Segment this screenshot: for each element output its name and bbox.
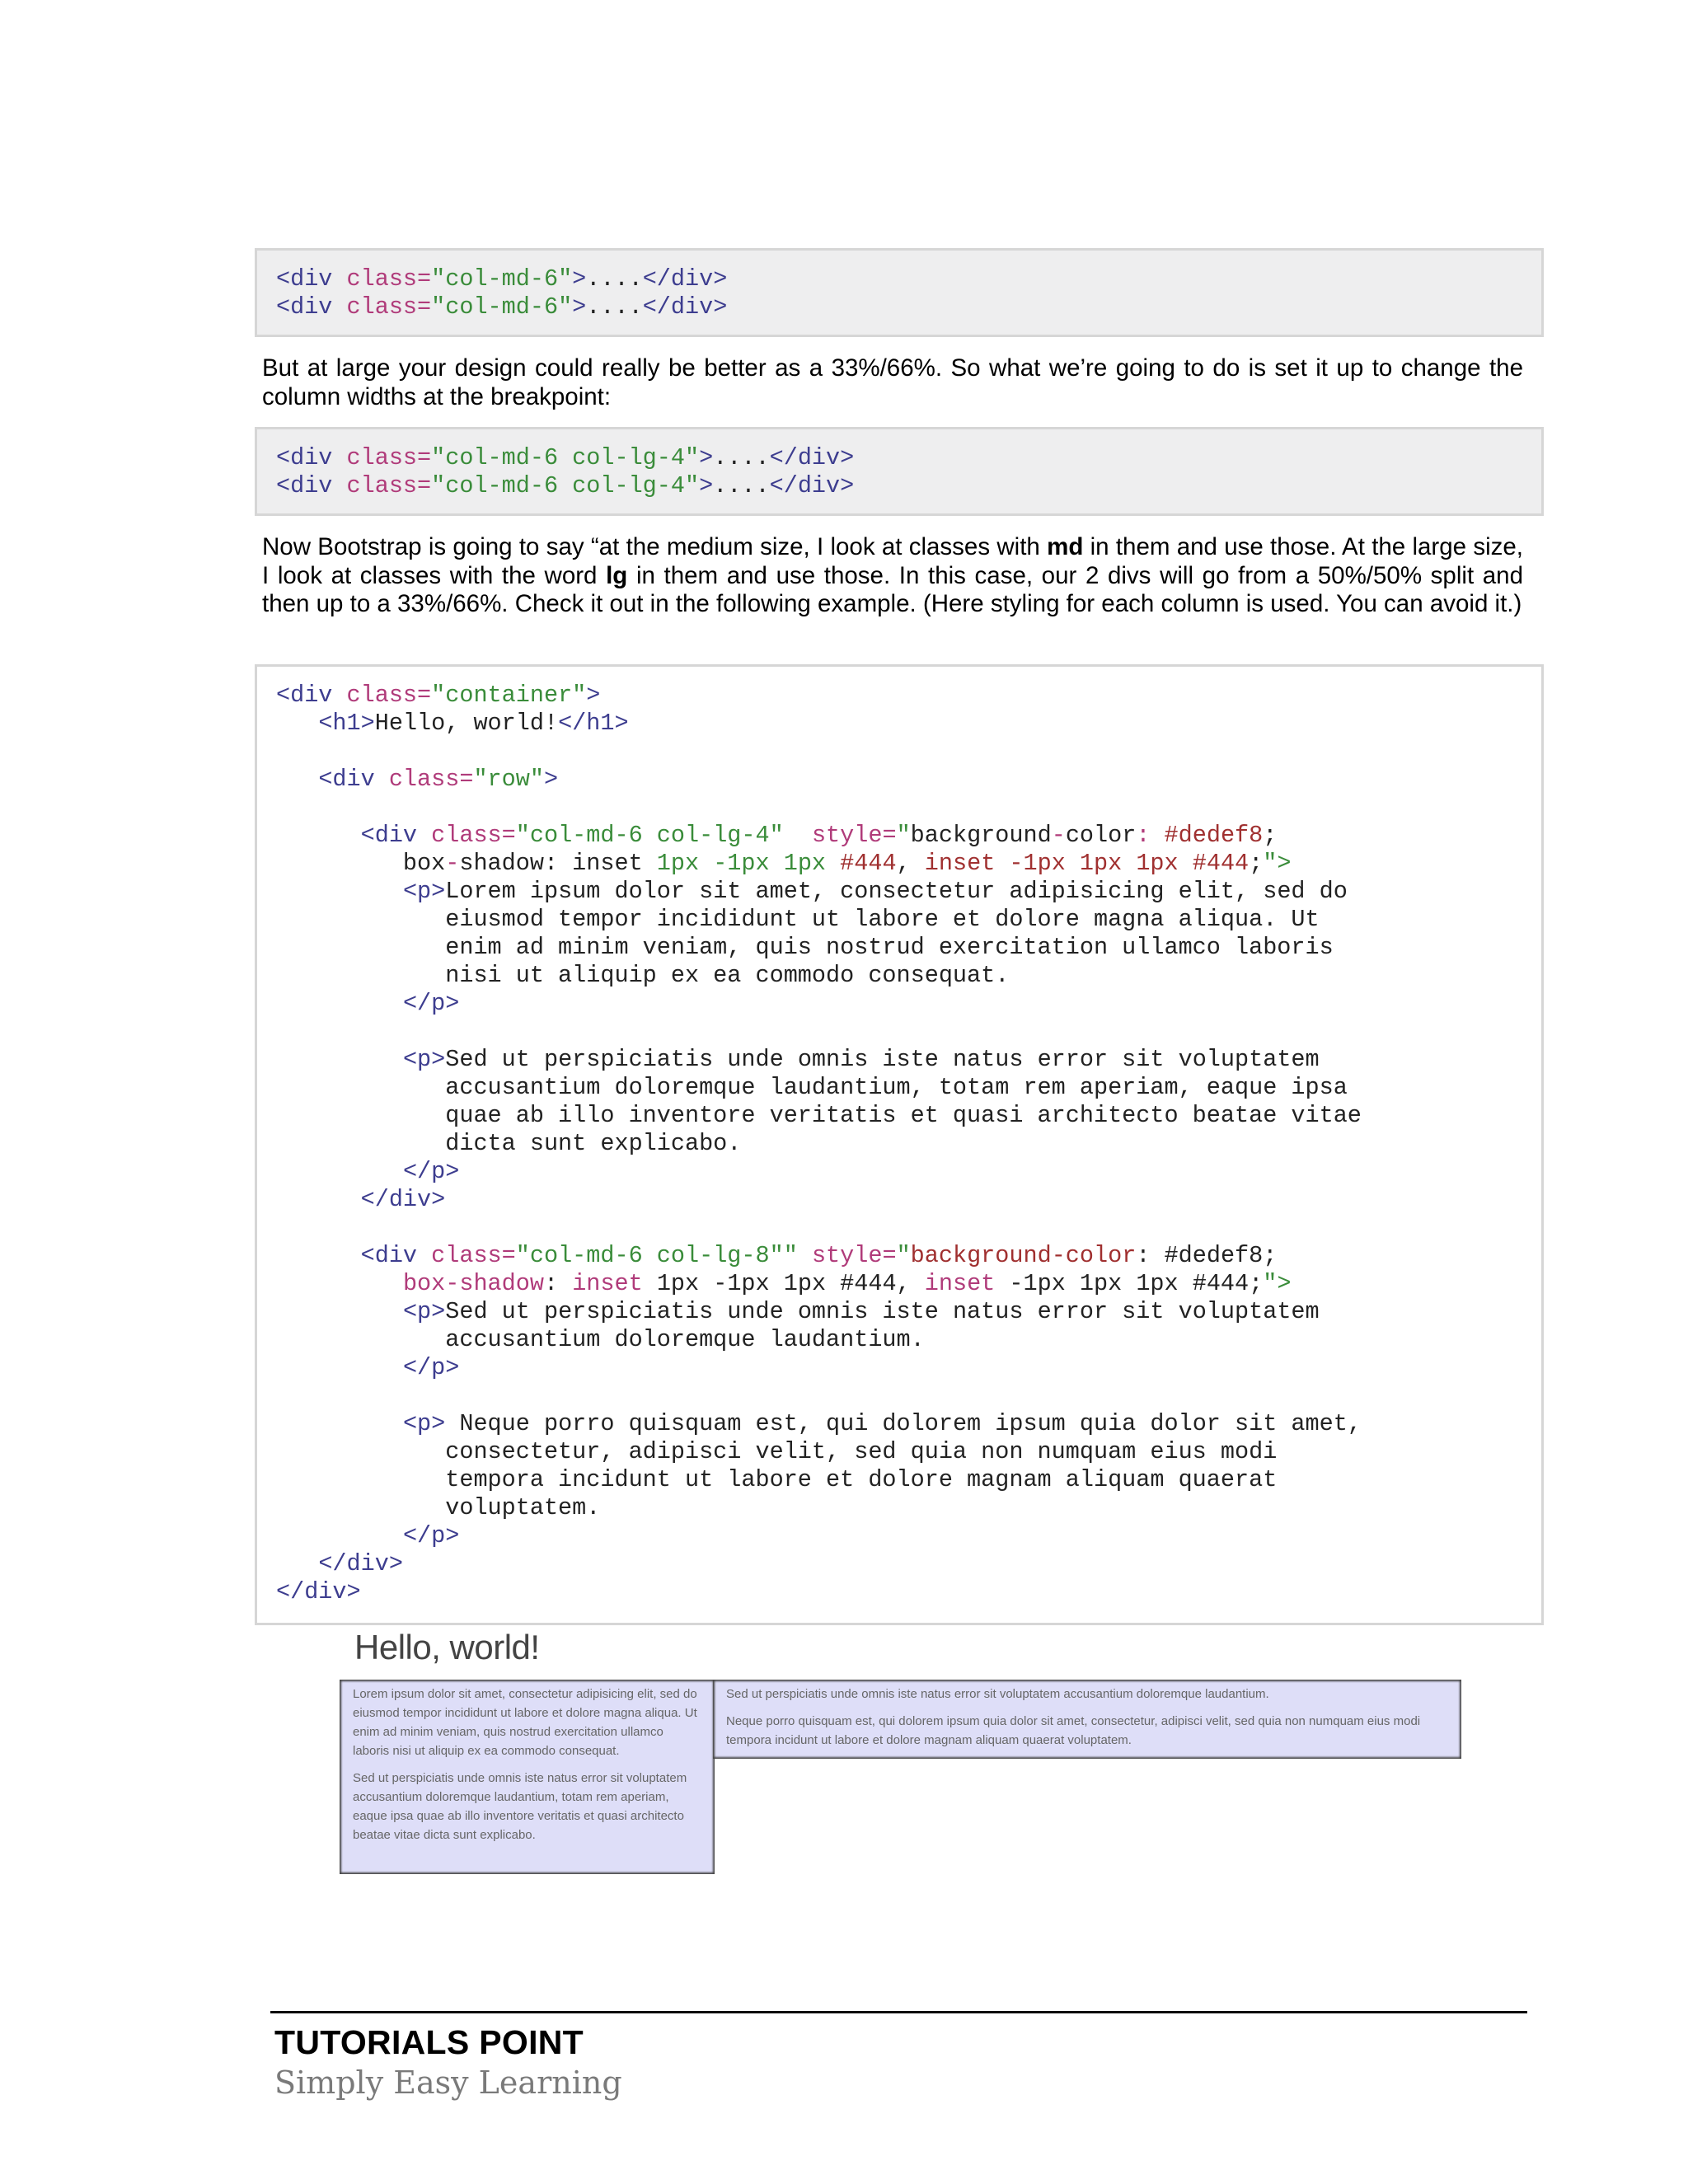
code-line: [276, 850, 1541, 878]
paragraph-2-part-3: in them and use those. In this case, our 2 divs will go from a 50%/50% split and then up to a 33%/66%. Check it out in the following example. (Here styling for each column is used. You can avoid it.): [262, 561, 1523, 617]
code-token: style=: [811, 1242, 897, 1269]
demo-heading: Hello, world!: [354, 1628, 540, 1666]
footer-subtitle: Simply Easy Learning: [274, 2064, 622, 2101]
code-token: [276, 1158, 403, 1185]
code-token: [276, 1046, 403, 1073]
code-token: #dedef8: [1164, 822, 1264, 849]
code-token: [276, 1186, 361, 1213]
code-token: "col-md-6": [431, 293, 573, 321]
code-token: <div: [276, 293, 347, 321]
code-line: [276, 1466, 1541, 1494]
code-token: box: [276, 850, 446, 877]
code-token: <div: [276, 444, 347, 471]
code-token: <h1>: [318, 710, 375, 737]
code-token: [276, 1550, 318, 1577]
code-token: >: [572, 265, 587, 293]
code-token: [276, 822, 361, 849]
code-token: #444: [840, 850, 897, 877]
code-token: Hello, world!: [374, 710, 559, 737]
code-line: [276, 710, 1541, 738]
code-token: <div: [276, 265, 347, 293]
code-line: [276, 738, 1541, 766]
code-token: shadow: inset: [459, 850, 657, 877]
code-token: ">: [1263, 850, 1292, 877]
code-line: [276, 444, 1541, 472]
code-line: [276, 1046, 1541, 1074]
footer-title: TUTORIALS POINT: [274, 2023, 584, 2061]
footer-divider: [270, 2011, 1527, 2013]
code-token: ": [896, 1242, 911, 1269]
code-line: [276, 1354, 1541, 1382]
code-token: enim ad minim veniam, quis nostrud exercitation ullamco laboris: [276, 934, 1334, 961]
code-token: background: [910, 822, 1052, 849]
code-token: >: [699, 472, 714, 499]
code-token: inset -1px 1px 1px #444: [924, 850, 1250, 877]
code-line: [276, 906, 1541, 934]
code-block-2: [255, 427, 1544, 516]
code-line: [276, 1438, 1541, 1466]
code-token: -1px 1px 1px #444;: [1009, 1270, 1264, 1297]
code-token: </div>: [769, 472, 855, 499]
code-token: </div>: [642, 293, 728, 321]
code-token: quae ab illo inventore veritatis et quasi architecto beatae vitae: [276, 1102, 1362, 1129]
paragraph-2-bold-2: lg: [606, 561, 628, 589]
code-token: "row": [473, 766, 544, 793]
code-token: <p>: [402, 1298, 446, 1325]
code-token: Neque porro quisquam est, qui dolorem ipsum quia dolor sit amet,: [445, 1410, 1362, 1437]
code-token: <div: [318, 766, 389, 793]
code-line: [276, 1186, 1541, 1214]
code-token: : #dedef8;: [1136, 1242, 1278, 1269]
code-token: <div: [276, 682, 347, 709]
code-token: <div: [360, 1242, 432, 1269]
demo-left-paragraph-1: Lorem ipsum dolor sit amet, consectetur adipisicing elit, sed do eiusmod tempor incididunt ut labore et dolore magna aliqua. Ut enim ad minim veniam, quis nostrud exercitation ullamco laboris nisi ut aliquip ex ea commodo consequat.: [353, 1687, 697, 1758]
code-line: [276, 1102, 1541, 1130]
code-token: "col-md-6 col-lg-8"": [515, 1242, 798, 1269]
code-line: [276, 878, 1541, 906]
paragraph-1: But at large your design could really be better as a 33%/66%. So what we’re going to do is set it up to change the column widths at the breakpoint:: [262, 354, 1523, 410]
code-token: <div: [360, 822, 432, 849]
code-line: [276, 990, 1541, 1018]
paragraph-2-bold-1: md: [1047, 533, 1084, 560]
code-token: dicta sunt explicabo.: [276, 1130, 742, 1157]
code-token: >: [699, 444, 714, 471]
code-line: [276, 1242, 1541, 1270]
code-line: [276, 1214, 1541, 1242]
code-token: [276, 1410, 403, 1437]
code-line: [276, 794, 1541, 822]
code-line: [276, 1550, 1541, 1578]
code-token: </div>: [769, 444, 855, 471]
code-line: [276, 1522, 1541, 1550]
demo-right-paragraph-2: Neque porro quisquam est, qui dolorem ipsum quia dolor sit amet, consectetur, adipisci velit, sed quia non numquam eius modi tempora incidunt ut labore et dolore magnam aliquam quaerat voluptatem.: [726, 1714, 1421, 1747]
code-token: "col-md-6 col-lg-4": [431, 444, 700, 471]
code-token: [784, 822, 812, 849]
code-line: [276, 1382, 1541, 1410]
code-line: [276, 682, 1541, 710]
code-token: voluptatem.: [276, 1494, 601, 1521]
code-token: [276, 1270, 403, 1297]
code-token: [276, 1522, 403, 1549]
code-token: Sed ut perspiciatis unde omnis iste natus error sit voluptatem: [445, 1046, 1320, 1073]
code-token: </p>: [402, 990, 460, 1017]
code-token: class=: [346, 265, 432, 293]
code-token: [276, 1298, 403, 1325]
code-token: style=: [811, 822, 897, 849]
code-token: </div>: [276, 1578, 361, 1605]
code-token: ;: [1263, 822, 1278, 849]
paragraph-2-part-1: Now Bootstrap is going to say “at the medium size, I look at classes with: [262, 533, 1048, 560]
code-token: :: [1136, 822, 1165, 849]
code-token: class=: [431, 822, 516, 849]
code-token: background-color: [910, 1242, 1137, 1269]
code-token: color: [1065, 822, 1137, 849]
paragraph-2-part-2: in them and use those. At the large size, I look at classes with the word: [262, 533, 1523, 589]
code-token: [276, 1242, 361, 1269]
code-token: [798, 1242, 812, 1269]
code-token: class=: [346, 682, 432, 709]
code-token: ">: [1263, 1270, 1292, 1297]
code-token: box-shadow: [402, 1270, 544, 1297]
code-line: [276, 1158, 1541, 1186]
code-token: </h1>: [558, 710, 629, 737]
code-block-1: [255, 248, 1544, 337]
code-token: "col-md-6": [431, 265, 573, 293]
code-token: ,: [896, 850, 925, 877]
code-token: </p>: [402, 1522, 460, 1549]
code-line: [276, 962, 1541, 990]
code-line: [276, 822, 1541, 850]
code-line: [276, 1074, 1541, 1102]
code-block-3: [255, 664, 1544, 1625]
code-token: ....: [713, 444, 770, 471]
code-token: class=: [431, 1242, 516, 1269]
code-token: ....: [586, 293, 643, 321]
code-token: inset: [924, 1270, 1010, 1297]
code-line: [276, 766, 1541, 794]
code-line: [276, 1298, 1541, 1326]
code-token: Sed ut perspiciatis unde omnis iste natus error sit voluptatem: [445, 1298, 1320, 1325]
code-line: [276, 1410, 1541, 1438]
code-token: </p>: [402, 1354, 460, 1381]
code-token: inset: [572, 1270, 657, 1297]
code-token: eiusmod tempor incididunt ut labore et dolore magna aliqua. Ut: [276, 906, 1320, 933]
code-line: [276, 265, 1541, 293]
code-line: [276, 1578, 1541, 1606]
code-token: ....: [713, 472, 770, 499]
code-token: [276, 878, 403, 905]
paragraph-2: [262, 533, 1523, 619]
code-token: 1px -1px 1px: [656, 850, 841, 877]
code-token: <p>: [402, 1046, 446, 1073]
code-token: </div>: [642, 265, 728, 293]
code-token: 1px -1px 1px #444,: [656, 1270, 925, 1297]
code-token: nisi ut aliquip ex ea commodo consequat.: [276, 962, 1010, 989]
code-token: ;: [1249, 850, 1264, 877]
code-token: "col-md-6 col-lg-4": [515, 822, 784, 849]
demo-column-left: [340, 1680, 715, 1874]
code-line: [276, 293, 1541, 321]
code-token: ....: [586, 265, 643, 293]
code-line: [276, 1130, 1541, 1158]
code-token: [276, 990, 403, 1017]
code-token: class=: [346, 444, 432, 471]
code-line: [276, 1326, 1541, 1354]
code-token: </div>: [360, 1186, 446, 1213]
code-token: <div: [276, 472, 347, 499]
code-token: accusantium doloremque laudantium, totam rem aperiam, eaque ipsa: [276, 1074, 1348, 1101]
code-line: [276, 1018, 1541, 1046]
code-line: [276, 1494, 1541, 1522]
code-token: ": [896, 822, 911, 849]
code-token: :: [543, 1270, 573, 1297]
code-line: [276, 1270, 1541, 1298]
code-token: [276, 1354, 403, 1381]
code-token: accusantium doloremque laudantium.: [276, 1326, 925, 1353]
code-token: >: [586, 682, 601, 709]
code-token: "container": [431, 682, 587, 709]
code-token: <p>: [402, 878, 446, 905]
code-token: >: [543, 766, 559, 793]
code-token: -: [445, 850, 460, 877]
code-token: consectetur, adipisci velit, sed quia non numquam eius modi: [276, 1438, 1278, 1465]
code-token: </div>: [318, 1550, 403, 1577]
code-token: class=: [346, 293, 432, 321]
code-token: -: [1051, 822, 1066, 849]
code-token: class=: [388, 766, 474, 793]
code-token: [276, 710, 318, 737]
code-token: Lorem ipsum dolor sit amet, consectetur adipisicing elit, sed do: [445, 878, 1348, 905]
demo-left-paragraph-2: Sed ut perspiciatis unde omnis iste natus error sit voluptatem accusantium doloremque laudantium, totam rem aperiam, eaque ipsa quae ab illo inventore veritatis et quasi architecto beatae vitae dicta sunt explicabo.: [353, 1771, 687, 1842]
code-token: tempora incidunt ut labore et dolore magnam aliquam quaerat: [276, 1466, 1278, 1493]
code-line: [276, 472, 1541, 500]
code-token: </p>: [402, 1158, 460, 1185]
code-line: [276, 934, 1541, 962]
code-token: >: [572, 293, 587, 321]
code-token: "col-md-6 col-lg-4": [431, 472, 700, 499]
code-token: class=: [346, 472, 432, 499]
demo-right-paragraph-1: Sed ut perspiciatis unde omnis iste natus error sit voluptatem accusantium doloremque laudantium.: [726, 1687, 1269, 1701]
code-token: <p>: [402, 1410, 446, 1437]
code-token: [276, 766, 318, 793]
demo-column-right: [713, 1680, 1461, 1759]
